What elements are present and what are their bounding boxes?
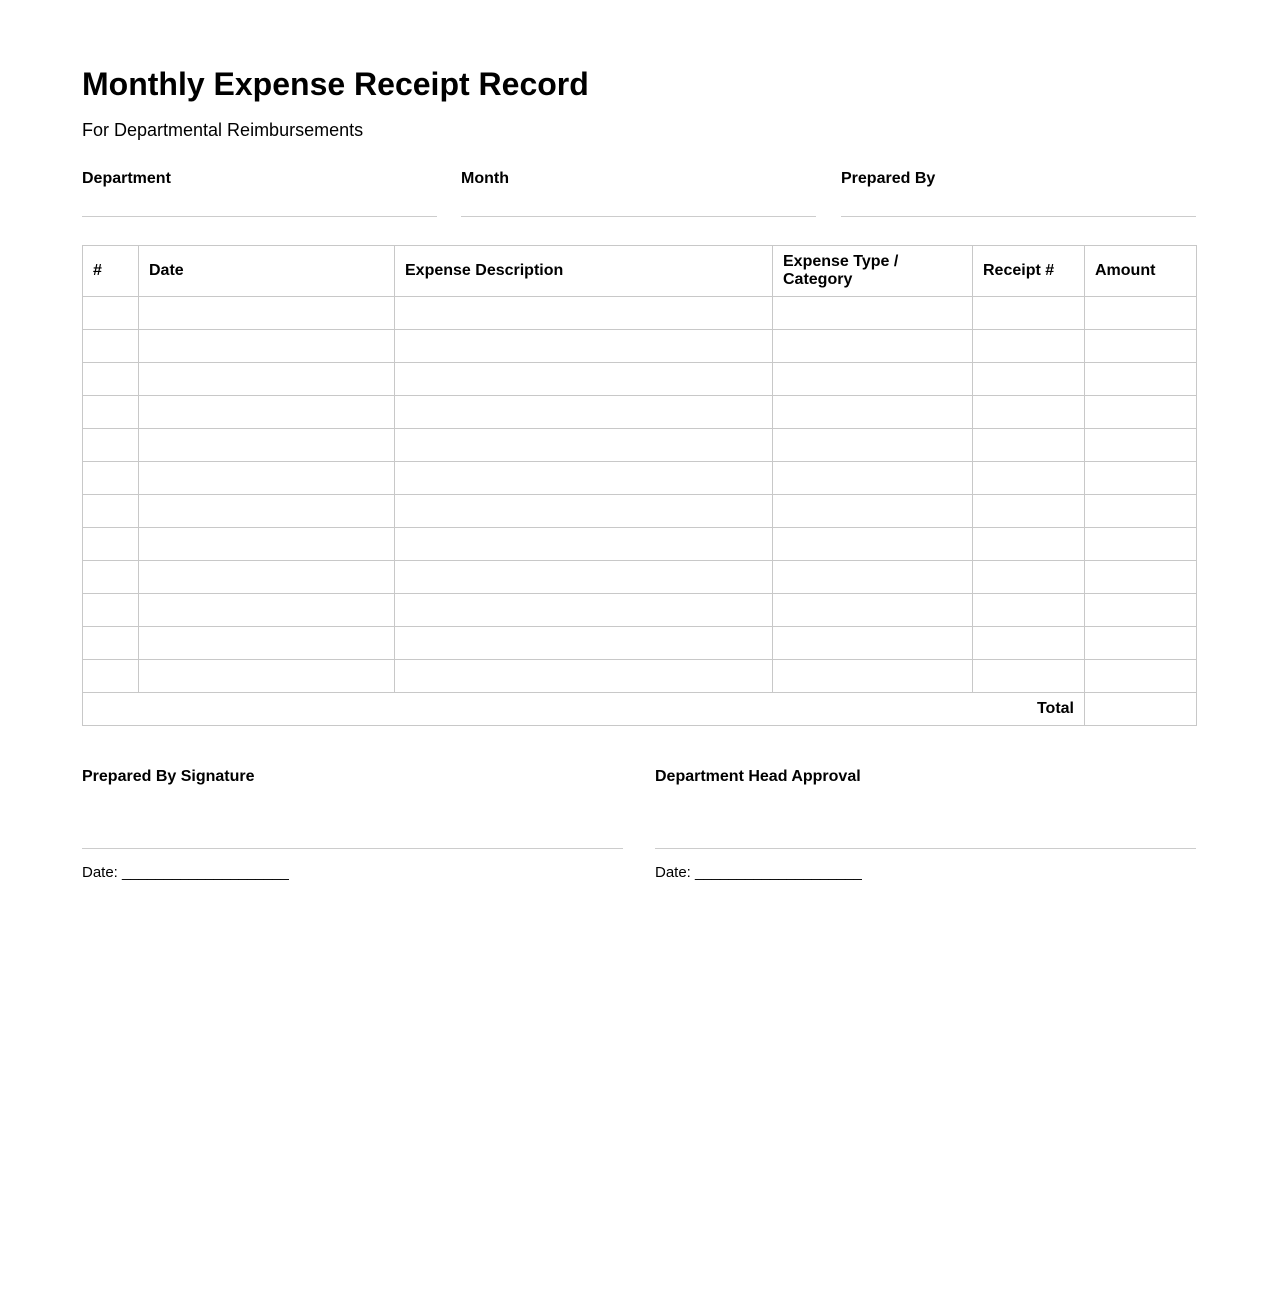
- table-row: [83, 561, 1197, 594]
- department-label: Department: [82, 170, 171, 187]
- cell-description[interactable]: [395, 495, 773, 528]
- cell-amount[interactable]: [1085, 627, 1197, 660]
- cell-number[interactable]: [83, 561, 139, 594]
- column-header-amount: Amount: [1085, 246, 1197, 297]
- table-row: [83, 330, 1197, 363]
- department-head-signature-line[interactable]: [655, 848, 1196, 849]
- prepared-by-signature-line[interactable]: [82, 848, 623, 849]
- cell-number[interactable]: [83, 627, 139, 660]
- cell-date[interactable]: [139, 627, 395, 660]
- prepared-by-signature-label: Prepared By Signature: [82, 768, 255, 785]
- cell-number[interactable]: [83, 660, 139, 693]
- cell-receipt[interactable]: [973, 429, 1085, 462]
- cell-date[interactable]: [139, 363, 395, 396]
- cell-amount[interactable]: [1085, 561, 1197, 594]
- month-field[interactable]: [461, 168, 816, 217]
- cell-date[interactable]: [139, 429, 395, 462]
- cell-date[interactable]: [139, 330, 395, 363]
- department-head-approval-block: [655, 766, 1196, 881]
- prepared-by-field[interactable]: [841, 168, 1196, 217]
- cell-receipt[interactable]: [973, 297, 1085, 330]
- cell-description[interactable]: [395, 396, 773, 429]
- cell-amount[interactable]: [1085, 594, 1197, 627]
- meta-fields-row: [82, 168, 1196, 217]
- department-head-approval-label: Department Head Approval: [655, 768, 861, 785]
- cell-amount[interactable]: [1085, 660, 1197, 693]
- cell-description[interactable]: [395, 528, 773, 561]
- cell-receipt[interactable]: [973, 660, 1085, 693]
- cell-number[interactable]: [83, 528, 139, 561]
- total-row: [83, 693, 1197, 726]
- cell-receipt[interactable]: [973, 528, 1085, 561]
- table-row: [83, 495, 1197, 528]
- cell-description[interactable]: [395, 462, 773, 495]
- prepared-by-signature-block: [82, 766, 623, 881]
- table-row: [83, 462, 1197, 495]
- table-header-row: [83, 246, 1197, 297]
- cell-number[interactable]: [83, 297, 139, 330]
- column-header-description: Expense Description: [395, 246, 773, 297]
- cell-number[interactable]: [83, 363, 139, 396]
- cell-category[interactable]: [773, 528, 973, 561]
- cell-description[interactable]: [395, 297, 773, 330]
- cell-number[interactable]: [83, 495, 139, 528]
- column-header-receipt: Receipt #: [973, 246, 1085, 297]
- column-header-date: Date: [139, 246, 395, 297]
- department-head-date[interactable]: Date: ____________________: [655, 864, 862, 881]
- cell-amount[interactable]: [1085, 462, 1197, 495]
- cell-amount[interactable]: [1085, 396, 1197, 429]
- cell-receipt[interactable]: [973, 495, 1085, 528]
- page-title: Monthly Expense Receipt Record: [82, 66, 589, 102]
- cell-date[interactable]: [139, 660, 395, 693]
- cell-date[interactable]: [139, 495, 395, 528]
- month-label: Month: [461, 170, 509, 187]
- cell-amount[interactable]: [1085, 429, 1197, 462]
- cell-amount[interactable]: [1085, 528, 1197, 561]
- cell-amount[interactable]: [1085, 330, 1197, 363]
- table-row: [83, 297, 1197, 330]
- prepared-by-date[interactable]: Date: ____________________: [82, 864, 289, 881]
- cell-receipt[interactable]: [973, 561, 1085, 594]
- total-amount-cell[interactable]: [1085, 693, 1197, 726]
- cell-category[interactable]: [773, 594, 973, 627]
- cell-receipt[interactable]: [973, 462, 1085, 495]
- cell-description[interactable]: [395, 594, 773, 627]
- cell-number[interactable]: [83, 330, 139, 363]
- cell-description[interactable]: [395, 561, 773, 594]
- cell-number[interactable]: [83, 429, 139, 462]
- total-label: Total: [83, 693, 1085, 726]
- cell-category[interactable]: [773, 396, 973, 429]
- cell-description[interactable]: [395, 660, 773, 693]
- cell-description[interactable]: [395, 429, 773, 462]
- cell-description[interactable]: [395, 330, 773, 363]
- cell-date[interactable]: [139, 297, 395, 330]
- cell-category[interactable]: [773, 363, 973, 396]
- cell-category[interactable]: [773, 660, 973, 693]
- table-row: [83, 363, 1197, 396]
- cell-number[interactable]: [83, 594, 139, 627]
- prepared-by-label: Prepared By: [841, 170, 936, 187]
- cell-number[interactable]: [83, 396, 139, 429]
- expense-table: [82, 245, 1197, 726]
- cell-category[interactable]: [773, 627, 973, 660]
- table-row: [83, 429, 1197, 462]
- table-row: [83, 627, 1197, 660]
- cell-date[interactable]: [139, 528, 395, 561]
- cell-description[interactable]: [395, 363, 773, 396]
- column-header-category: Expense Type / Category: [773, 246, 973, 297]
- cell-receipt[interactable]: [973, 594, 1085, 627]
- cell-date[interactable]: [139, 396, 395, 429]
- cell-date[interactable]: [139, 462, 395, 495]
- cell-category[interactable]: [773, 495, 973, 528]
- cell-category[interactable]: [773, 561, 973, 594]
- cell-number[interactable]: [83, 462, 139, 495]
- table-row: [83, 528, 1197, 561]
- cell-category[interactable]: [773, 297, 973, 330]
- cell-receipt[interactable]: [973, 330, 1085, 363]
- cell-date[interactable]: [139, 594, 395, 627]
- cell-receipt[interactable]: [973, 396, 1085, 429]
- cell-category[interactable]: [773, 330, 973, 363]
- table-row: [83, 660, 1197, 693]
- cell-receipt[interactable]: [973, 363, 1085, 396]
- page-subtitle: For Departmental Reimbursements: [82, 120, 364, 140]
- table-row: [83, 396, 1197, 429]
- cell-date[interactable]: [139, 561, 395, 594]
- table-row: [83, 594, 1197, 627]
- cell-amount[interactable]: [1085, 297, 1197, 330]
- cell-amount[interactable]: [1085, 363, 1197, 396]
- expense-table-body: [83, 297, 1197, 693]
- column-header-number: #: [83, 246, 139, 297]
- department-field[interactable]: [82, 168, 437, 217]
- cell-category[interactable]: [773, 462, 973, 495]
- cell-receipt[interactable]: [973, 627, 1085, 660]
- cell-amount[interactable]: [1085, 495, 1197, 528]
- cell-category[interactable]: [773, 429, 973, 462]
- cell-description[interactable]: [395, 627, 773, 660]
